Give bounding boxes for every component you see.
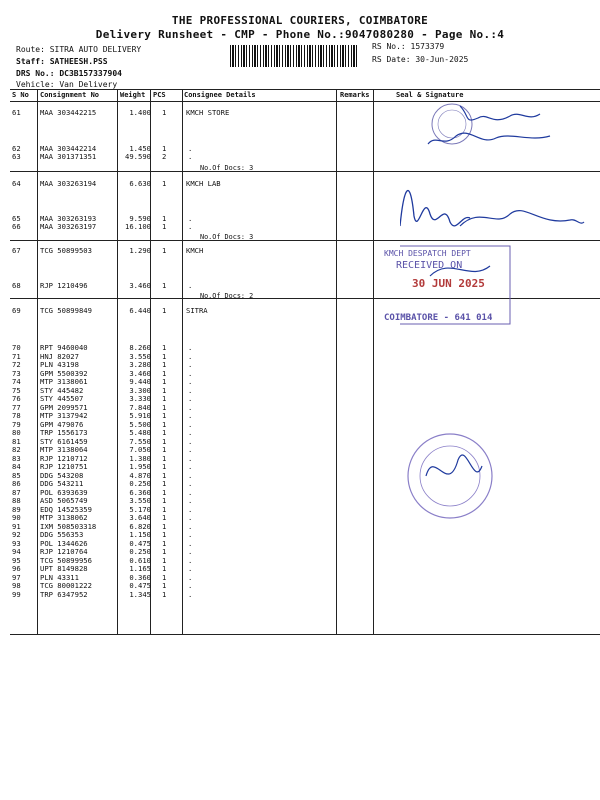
row-dot: . — [188, 394, 193, 403]
row-weight: 6.820 — [129, 522, 151, 531]
row-consignment-no: RJP 1210751 — [40, 462, 88, 471]
row-weight: 5.170 — [129, 505, 151, 514]
row-sno: 93 — [12, 539, 21, 548]
row-dot: . — [188, 360, 193, 369]
row-weight: 1.150 — [129, 530, 151, 539]
col-seal: Seal & Signature — [396, 91, 464, 99]
row-pcs: 1 — [162, 437, 167, 446]
row-consignment-no: IXM 508503318 — [40, 522, 97, 531]
row-pcs: 1 — [162, 454, 167, 463]
col-consignment: Consignment No — [40, 91, 100, 99]
row-weight: 0.250 — [129, 479, 151, 488]
row-sno: 74 — [12, 377, 21, 386]
row-consignment-no: POL 6393639 — [40, 488, 88, 497]
row-weight: 3.280 — [129, 360, 151, 369]
row-dot: . — [188, 462, 193, 471]
row-consignment-no: UPT 8149828 — [40, 564, 88, 573]
row-pcs: 1 — [162, 214, 167, 223]
row-consignment-no: PLN 43311 — [40, 573, 79, 582]
row-pcs: 1 — [162, 179, 167, 188]
row-pcs: 1 — [162, 144, 167, 153]
row-dot: . — [188, 556, 193, 565]
col-consignee: Consignee Details — [184, 91, 256, 99]
row-weight: 0.475 — [129, 539, 151, 548]
row-weight: 1.165 — [129, 564, 151, 573]
row-sno: 92 — [12, 530, 21, 539]
row-weight: 0.610 — [129, 556, 151, 565]
row-weight: 5.910 — [129, 411, 151, 420]
row-consignment-no: PLN 43198 — [40, 360, 79, 369]
row-dot: . — [188, 479, 193, 488]
row-pcs: 1 — [162, 445, 167, 454]
row-consignment-no: POL 1344626 — [40, 539, 88, 548]
row-pcs: 1 — [162, 488, 167, 497]
row-weight: 5.500 — [129, 420, 151, 429]
row-consignment-no: MTP 3138061 — [40, 377, 88, 386]
row-sno: 62 — [12, 144, 21, 153]
row-sno: 80 — [12, 428, 21, 437]
row-pcs: 1 — [162, 590, 167, 599]
row-pcs: 1 — [162, 360, 167, 369]
col-pcs: PCS — [153, 91, 166, 99]
row-pcs: 1 — [162, 369, 167, 378]
row-dot: . — [188, 505, 193, 514]
row-consignment-no: TCG 50899956 — [40, 556, 92, 565]
row-sno: 67 — [12, 246, 21, 255]
row-sno: 61 — [12, 108, 21, 117]
row-weight: 1.400 — [129, 108, 151, 117]
row-pcs: 1 — [162, 496, 167, 505]
row-consignment-no: STY 445507 — [40, 394, 84, 403]
row-weight: 3.460 — [129, 281, 151, 290]
row-sno: 65 — [12, 214, 21, 223]
row-pcs: 1 — [162, 352, 167, 361]
row-weight: 7.050 — [129, 445, 151, 454]
row-dot: . — [188, 522, 193, 531]
row-pcs: 1 — [162, 306, 167, 315]
row-weight: 0.360 — [129, 573, 151, 582]
row-sno: 99 — [12, 590, 21, 599]
row-dot: . — [188, 369, 193, 378]
row-dot: . — [188, 222, 193, 231]
row-dot: . — [188, 152, 193, 161]
row-pcs: 1 — [162, 222, 167, 231]
row-sno: 97 — [12, 573, 21, 582]
row-sno: 86 — [12, 479, 21, 488]
row-weight: 1.345 — [129, 590, 151, 599]
stamp-line1: KMCH DESPATCH DEPT — [384, 249, 471, 258]
row-weight: 49.590 — [125, 152, 151, 161]
row-consignee: SITRA — [186, 306, 208, 315]
row-pcs: 1 — [162, 471, 167, 480]
row-consignment-no: TCG 50899849 — [40, 306, 92, 315]
row-pcs: 1 — [162, 564, 167, 573]
row-weight: 1.380 — [129, 454, 151, 463]
row-consignment-no: RJP 1210496 — [40, 281, 88, 290]
row-pcs: 2 — [162, 152, 167, 161]
row-pcs: 1 — [162, 281, 167, 290]
signature-2-icon — [400, 191, 470, 226]
row-sno: 82 — [12, 445, 21, 454]
barcode — [230, 45, 358, 67]
row-consignment-no: MTP 3138062 — [40, 513, 88, 522]
group-docs-count: No.Of Docs: 2 — [200, 292, 254, 300]
row-sno: 70 — [12, 343, 21, 352]
signature-1-icon — [460, 106, 540, 120]
row-weight: 0.250 — [129, 547, 151, 556]
row-dot: . — [188, 590, 193, 599]
vehicle-label: Vehicle: Van Delivery — [16, 80, 118, 89]
row-dot: . — [188, 420, 193, 429]
row-consignment-no: ASD 5065749 — [40, 496, 88, 505]
row-pcs: 1 — [162, 246, 167, 255]
row-weight: 3.550 — [129, 352, 151, 361]
row-sno: 83 — [12, 454, 21, 463]
row-consignment-no: STY 445482 — [40, 386, 84, 395]
row-sno: 90 — [12, 513, 21, 522]
row-sno: 87 — [12, 488, 21, 497]
row-dot: . — [188, 539, 193, 548]
col-sno: S No — [12, 91, 29, 99]
row-consignment-no: TCG 80001222 — [40, 581, 92, 590]
col-weight: Weight — [120, 91, 146, 99]
row-consignment-no: MTP 3138064 — [40, 445, 88, 454]
row-sno: 64 — [12, 179, 21, 188]
row-sno: 81 — [12, 437, 21, 446]
row-dot: . — [188, 454, 193, 463]
row-pcs: 1 — [162, 573, 167, 582]
row-sno: 84 — [12, 462, 21, 471]
row-pcs: 1 — [162, 403, 167, 412]
row-consignment-no: RJP 1210764 — [40, 547, 88, 556]
row-weight: 3.300 — [129, 386, 151, 395]
row-weight: 6.440 — [129, 306, 151, 315]
row-sno: 72 — [12, 360, 21, 369]
row-pcs: 1 — [162, 513, 167, 522]
row-pcs: 1 — [162, 530, 167, 539]
stamp-line2: RECEIVED ON — [396, 260, 463, 271]
row-pcs: 1 — [162, 556, 167, 565]
row-sno: 85 — [12, 471, 21, 480]
row-sno: 76 — [12, 394, 21, 403]
row-sno: 98 — [12, 581, 21, 590]
row-weight: 3.550 — [129, 496, 151, 505]
row-consignment-no: EDQ 14525359 — [40, 505, 92, 514]
row-weight: 0.475 — [129, 581, 151, 590]
row-pcs: 1 — [162, 420, 167, 429]
row-sno: 78 — [12, 411, 21, 420]
row-dot: . — [188, 352, 193, 361]
row-sno: 95 — [12, 556, 21, 565]
row-sno: 79 — [12, 420, 21, 429]
row-sno: 75 — [12, 386, 21, 395]
row-consignment-no: MAA 303442214 — [40, 144, 97, 153]
row-weight: 8.260 — [129, 343, 151, 352]
row-dot: . — [188, 411, 193, 420]
row-consignment-no: GPM 2099571 — [40, 403, 88, 412]
row-weight: 5.480 — [129, 428, 151, 437]
row-dot: . — [188, 496, 193, 505]
col-remarks: Remarks — [340, 91, 370, 99]
rs-number: RS No.: 1573379 — [372, 42, 445, 51]
row-consignment-no: HNJ 82027 — [40, 352, 79, 361]
route-label: Route: SITRA AUTO DELIVERY — [16, 45, 142, 54]
row-dot: . — [188, 281, 193, 290]
row-pcs: 1 — [162, 386, 167, 395]
group-docs-count: No.Of Docs: 3 — [200, 164, 254, 172]
row-pcs: 1 — [162, 539, 167, 548]
row-consignment-no: MAA 303263197 — [40, 222, 97, 231]
row-sno: 68 — [12, 281, 21, 290]
seal-stamp-lower-icon — [408, 434, 492, 518]
row-consignee: KMCH — [186, 246, 204, 255]
row-consignment-no: STY 6161459 — [40, 437, 88, 446]
row-dot: . — [188, 513, 193, 522]
row-weight: 1.290 — [129, 246, 151, 255]
stamp-date: 30 JUN 2025 — [412, 277, 485, 290]
company-title: THE PROFESSIONAL COURIERS, COIMBATORE — [171, 14, 429, 27]
stamp-city: COIMBATORE - 641 014 — [384, 313, 493, 323]
row-sno: 94 — [12, 547, 21, 556]
row-dot: . — [188, 581, 193, 590]
row-weight: 9.590 — [129, 214, 151, 223]
row-weight: 3.460 — [129, 369, 151, 378]
staff-label: Staff: SATHEESH.PSS — [16, 57, 108, 66]
row-sno: 96 — [12, 564, 21, 573]
row-dot: . — [188, 530, 193, 539]
row-dot: . — [188, 471, 193, 480]
row-sno: 89 — [12, 505, 21, 514]
row-dot: . — [188, 488, 193, 497]
row-dot: . — [188, 547, 193, 556]
row-consignment-no: MAA 303263194 — [40, 179, 97, 188]
row-sno: 88 — [12, 496, 21, 505]
row-weight: 7.550 — [129, 437, 151, 446]
row-dot: . — [188, 445, 193, 454]
row-consignment-no: DDG 543208 — [40, 471, 84, 480]
drs-label: DRS No.: DC3B157337904 — [16, 69, 122, 78]
row-sno: 73 — [12, 369, 21, 378]
row-sno: 63 — [12, 152, 21, 161]
row-weight: 3.330 — [129, 394, 151, 403]
row-consignment-no: TRP 1556173 — [40, 428, 88, 437]
row-dot: . — [188, 403, 193, 412]
row-sno: 69 — [12, 306, 21, 315]
row-weight: 9.440 — [129, 377, 151, 386]
row-weight: 4.870 — [129, 471, 151, 480]
signature-3-icon — [426, 455, 482, 476]
row-dot: . — [188, 573, 193, 582]
row-dot: . — [188, 437, 193, 446]
row-consignment-no: DDG 556353 — [40, 530, 84, 539]
row-dot: . — [188, 343, 193, 352]
row-sno: 91 — [12, 522, 21, 531]
row-consignment-no: DDG 543211 — [40, 479, 84, 488]
row-consignment-no: RJP 1210712 — [40, 454, 88, 463]
row-pcs: 1 — [162, 343, 167, 352]
row-consignment-no: GPM 5500392 — [40, 369, 88, 378]
row-consignment-no: MAA 303442215 — [40, 108, 97, 117]
row-weight: 1.450 — [129, 144, 151, 153]
row-weight: 6.360 — [129, 488, 151, 497]
row-weight: 6.630 — [129, 179, 151, 188]
row-consignment-no: GPM 479076 — [40, 420, 84, 429]
row-sno: 71 — [12, 352, 21, 361]
row-sno: 77 — [12, 403, 21, 412]
rs-date: RS Date: 30-Jun-2025 — [372, 55, 469, 64]
row-pcs: 1 — [162, 394, 167, 403]
row-consignment-no: RPT 9460040 — [40, 343, 88, 352]
row-pcs: 1 — [162, 505, 167, 514]
row-pcs: 1 — [162, 547, 167, 556]
row-weight: 3.640 — [129, 513, 151, 522]
row-weight: 16.100 — [125, 222, 151, 231]
row-consignment-no: MAA 303263193 — [40, 214, 97, 223]
row-weight: 1.950 — [129, 462, 151, 471]
row-consignee: KMCH STORE — [186, 108, 230, 117]
row-pcs: 1 — [162, 522, 167, 531]
row-pcs: 1 — [162, 479, 167, 488]
row-consignment-no: MAA 301371351 — [40, 152, 97, 161]
row-consignment-no: TRP 6347952 — [40, 590, 88, 599]
row-pcs: 1 — [162, 581, 167, 590]
row-pcs: 1 — [162, 428, 167, 437]
row-sno: 66 — [12, 222, 21, 231]
row-dot: . — [188, 564, 193, 573]
row-dot: . — [188, 214, 193, 223]
row-pcs: 1 — [162, 108, 167, 117]
row-consignment-no: MTP 3137942 — [40, 411, 88, 420]
row-dot: . — [188, 428, 193, 437]
row-pcs: 1 — [162, 377, 167, 386]
row-dot: . — [188, 144, 193, 153]
row-dot: . — [188, 386, 193, 395]
row-consignee: KMCH LAB — [186, 179, 221, 188]
row-weight: 7.840 — [129, 403, 151, 412]
row-dot: . — [188, 377, 193, 386]
group-docs-count: No.Of Docs: 3 — [200, 233, 254, 241]
row-consignment-no: TCG 50899503 — [40, 246, 92, 255]
row-pcs: 1 — [162, 462, 167, 471]
runsheet-subtitle: Delivery Runsheet - CMP - Phone No.:9047080280 - Page No.:4 — [95, 28, 505, 41]
row-pcs: 1 — [162, 411, 167, 420]
